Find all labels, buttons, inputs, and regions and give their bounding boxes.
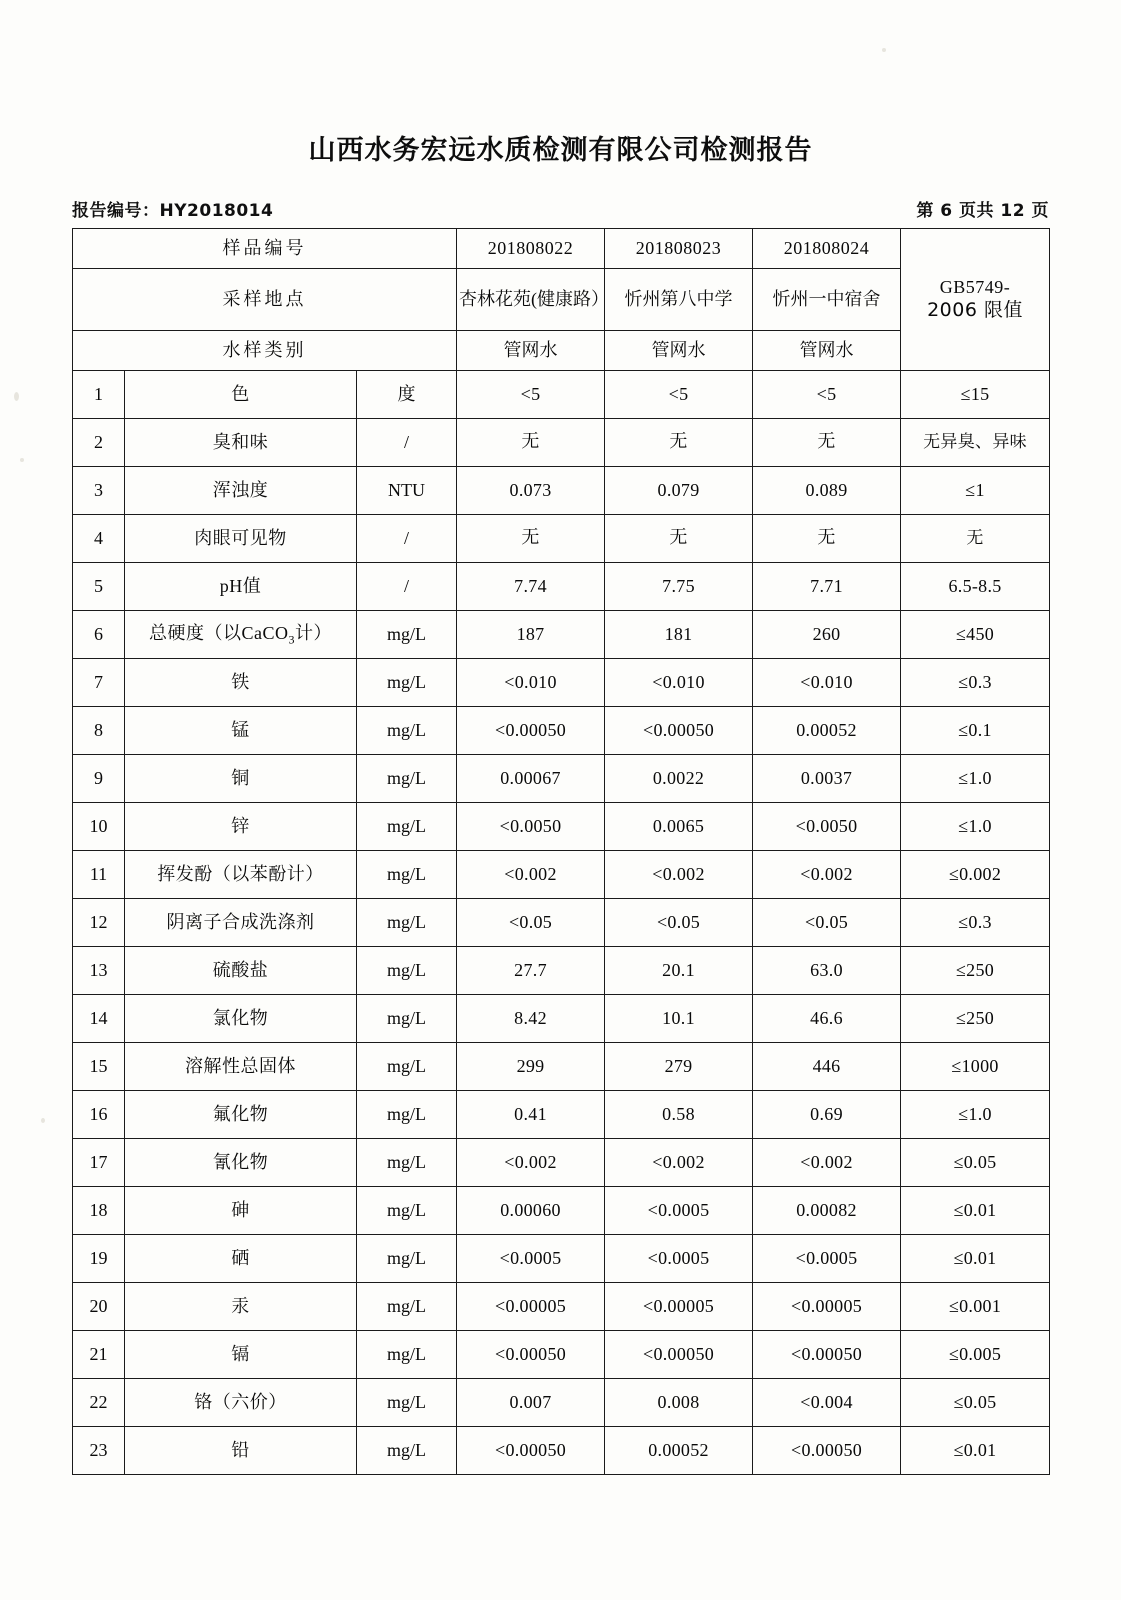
table-row xyxy=(73,755,1050,803)
table-row xyxy=(73,1235,1050,1283)
row-value-sample-1: <0.00050 xyxy=(457,1427,605,1475)
header-water-type-1: 管网水 xyxy=(457,331,605,371)
row-value-sample-2: 181 xyxy=(605,611,753,659)
row-item-name: 砷 xyxy=(125,1187,357,1235)
row-index: 9 xyxy=(73,755,125,803)
table-row xyxy=(73,1139,1050,1187)
row-value-sample-3: <0.05 xyxy=(753,899,901,947)
scan-speckle xyxy=(41,1118,45,1123)
row-item-name: 汞 xyxy=(125,1283,357,1331)
row-value-sample-2: 279 xyxy=(605,1043,753,1091)
row-item-name: 锌 xyxy=(125,803,357,851)
row-index: 20 xyxy=(73,1283,125,1331)
row-unit: / xyxy=(357,515,457,563)
row-value-sample-3: 46.6 xyxy=(753,995,901,1043)
row-value-sample-3: <5 xyxy=(753,371,901,419)
header-water-type-3: 管网水 xyxy=(753,331,901,371)
row-unit: mg/L xyxy=(357,1139,457,1187)
row-value-sample-1: <0.0005 xyxy=(457,1235,605,1283)
table-row xyxy=(73,659,1050,707)
row-value-sample-1: <5 xyxy=(457,371,605,419)
row-value-sample-2: <0.0005 xyxy=(605,1235,753,1283)
table-row xyxy=(73,515,1050,563)
row-index: 12 xyxy=(73,899,125,947)
row-value-sample-1: 0.41 xyxy=(457,1091,605,1139)
standard-limit-line2: 2006 限值 xyxy=(927,298,1023,321)
row-value-sample-2: 0.008 xyxy=(605,1379,753,1427)
row-unit: mg/L xyxy=(357,803,457,851)
table-row xyxy=(73,419,1050,467)
row-unit: mg/L xyxy=(357,1427,457,1475)
row-value-sample-1: <0.00005 xyxy=(457,1283,605,1331)
row-index: 17 xyxy=(73,1139,125,1187)
row-value-sample-1: <0.002 xyxy=(457,851,605,899)
row-standard-limit: ≤1000 xyxy=(901,1043,1050,1091)
row-unit: mg/L xyxy=(357,1187,457,1235)
row-index: 2 xyxy=(73,419,125,467)
row-value-sample-3: <0.00005 xyxy=(753,1283,901,1331)
row-value-sample-2: <5 xyxy=(605,371,753,419)
row-index: 23 xyxy=(73,1427,125,1475)
row-item-name: 总硬度（以CaCO$_3$计） xyxy=(125,611,357,659)
row-unit: mg/L xyxy=(357,1043,457,1091)
table-row xyxy=(73,1427,1050,1475)
row-item-name: 铁 xyxy=(125,659,357,707)
table-row xyxy=(73,899,1050,947)
page-title: 山西水务宏远水质检测有限公司检测报告 xyxy=(308,135,813,166)
row-value-sample-3: 7.71 xyxy=(753,563,901,611)
row-index: 4 xyxy=(73,515,125,563)
scan-speckle xyxy=(14,392,19,401)
row-unit: mg/L xyxy=(357,1235,457,1283)
table-row xyxy=(73,1043,1050,1091)
row-value-sample-3: 无 xyxy=(753,419,901,467)
row-value-sample-3: 260 xyxy=(753,611,901,659)
row-unit: / xyxy=(357,419,457,467)
header-sample-no-3: 201808024 xyxy=(753,229,901,269)
row-index: 10 xyxy=(73,803,125,851)
row-standard-limit: ≤250 xyxy=(901,947,1050,995)
header-standard-limit xyxy=(901,229,1050,371)
row-value-sample-1: 无 xyxy=(457,515,605,563)
header-sample-no-1: 201808022 xyxy=(457,229,605,269)
table-row xyxy=(73,803,1050,851)
row-unit: mg/L xyxy=(357,1091,457,1139)
header-water-type-2: 管网水 xyxy=(605,331,753,371)
row-value-sample-2: <0.0005 xyxy=(605,1187,753,1235)
row-item-name: 镉 xyxy=(125,1331,357,1379)
row-index: 15 xyxy=(73,1043,125,1091)
row-item-name: 浑浊度 xyxy=(125,467,357,515)
header-sample-site-2: 忻州第八中学 xyxy=(605,269,753,331)
row-value-sample-1: <0.0050 xyxy=(457,803,605,851)
row-value-sample-1: <0.010 xyxy=(457,659,605,707)
row-value-sample-3: <0.00050 xyxy=(753,1427,901,1475)
row-item-name: 氯化物 xyxy=(125,995,357,1043)
header-sample-site-3: 忻州一中宿舍 xyxy=(753,269,901,331)
row-unit: mg/L xyxy=(357,1331,457,1379)
table-row xyxy=(73,1187,1050,1235)
row-unit: NTU xyxy=(357,467,457,515)
row-value-sample-2: 7.75 xyxy=(605,563,753,611)
row-index: 18 xyxy=(73,1187,125,1235)
row-unit: mg/L xyxy=(357,899,457,947)
row-value-sample-1: <0.00050 xyxy=(457,707,605,755)
row-value-sample-3: 0.0037 xyxy=(753,755,901,803)
row-value-sample-2: <0.002 xyxy=(605,851,753,899)
row-standard-limit: 6.5-8.5 xyxy=(901,563,1050,611)
row-unit: / xyxy=(357,563,457,611)
table-row xyxy=(73,851,1050,899)
row-standard-limit: ≤0.05 xyxy=(901,1139,1050,1187)
row-value-sample-3: <0.010 xyxy=(753,659,901,707)
row-value-sample-3: <0.004 xyxy=(753,1379,901,1427)
row-value-sample-1: 0.007 xyxy=(457,1379,605,1427)
row-value-sample-2: <0.05 xyxy=(605,899,753,947)
row-unit: mg/L xyxy=(357,995,457,1043)
table-row xyxy=(73,1379,1050,1427)
row-unit: mg/L xyxy=(357,947,457,995)
row-standard-limit: ≤0.01 xyxy=(901,1187,1050,1235)
row-item-name: 氰化物 xyxy=(125,1139,357,1187)
row-value-sample-3: <0.00050 xyxy=(753,1331,901,1379)
row-standard-limit: ≤1.0 xyxy=(901,1091,1050,1139)
row-value-sample-2: 10.1 xyxy=(605,995,753,1043)
row-value-sample-2: <0.00050 xyxy=(605,707,753,755)
report-number: 报告编号：HY2018014 xyxy=(72,201,274,221)
row-item-name: 氟化物 xyxy=(125,1091,357,1139)
row-standard-limit: ≤0.005 xyxy=(901,1331,1050,1379)
row-value-sample-2: 0.079 xyxy=(605,467,753,515)
row-value-sample-2: <0.010 xyxy=(605,659,753,707)
row-item-name: 铅 xyxy=(125,1427,357,1475)
row-unit: mg/L xyxy=(357,1283,457,1331)
row-index: 14 xyxy=(73,995,125,1043)
table-row xyxy=(73,611,1050,659)
row-value-sample-3: <0.0050 xyxy=(753,803,901,851)
row-value-sample-2: 20.1 xyxy=(605,947,753,995)
row-value-sample-2: 0.0022 xyxy=(605,755,753,803)
row-item-name: 阴离子合成洗涤剂 xyxy=(125,899,357,947)
row-standard-limit: ≤0.01 xyxy=(901,1235,1050,1283)
table-row xyxy=(73,371,1050,419)
row-index: 19 xyxy=(73,1235,125,1283)
header-sample-no-2: 201808023 xyxy=(605,229,753,269)
row-unit: mg/L xyxy=(357,611,457,659)
row-value-sample-1: 27.7 xyxy=(457,947,605,995)
row-index: 3 xyxy=(73,467,125,515)
row-value-sample-3: <0.002 xyxy=(753,851,901,899)
row-index: 5 xyxy=(73,563,125,611)
row-standard-limit: ≤0.3 xyxy=(901,899,1050,947)
row-index: 7 xyxy=(73,659,125,707)
row-standard-limit: ≤0.001 xyxy=(901,1283,1050,1331)
row-standard-limit: ≤0.05 xyxy=(901,1379,1050,1427)
header-water-type-label: 水样类别 xyxy=(73,331,457,371)
row-standard-limit: 无异臭、异味 xyxy=(901,419,1050,467)
row-item-name: 肉眼可见物 xyxy=(125,515,357,563)
row-item-name: 硒 xyxy=(125,1235,357,1283)
standard-limit-line1: GB5749- xyxy=(939,277,1011,298)
row-value-sample-1: <0.00050 xyxy=(457,1331,605,1379)
row-standard-limit: ≤15 xyxy=(901,371,1050,419)
header-sample-site-label: 采样地点 xyxy=(73,269,457,331)
row-value-sample-2: 无 xyxy=(605,515,753,563)
row-standard-limit: ≤1.0 xyxy=(901,755,1050,803)
scan-speckle xyxy=(882,48,886,52)
row-item-name: 硫酸盐 xyxy=(125,947,357,995)
row-standard-limit: ≤1.0 xyxy=(901,803,1050,851)
row-item-name: pH值 xyxy=(125,563,357,611)
row-item-name: 铜 xyxy=(125,755,357,803)
table-row xyxy=(73,947,1050,995)
row-standard-limit: ≤0.002 xyxy=(901,851,1050,899)
row-standard-limit: ≤0.1 xyxy=(901,707,1050,755)
row-index: 22 xyxy=(73,1379,125,1427)
table-row xyxy=(73,1331,1050,1379)
row-value-sample-2: 0.58 xyxy=(605,1091,753,1139)
row-standard-limit: ≤1 xyxy=(901,467,1050,515)
row-value-sample-1: 8.42 xyxy=(457,995,605,1043)
scan-speckle xyxy=(20,458,24,462)
row-value-sample-1: 0.00060 xyxy=(457,1187,605,1235)
row-item-name: 臭和味 xyxy=(125,419,357,467)
row-value-sample-2: <0.00005 xyxy=(605,1283,753,1331)
table-row xyxy=(73,1091,1050,1139)
row-unit: mg/L xyxy=(357,851,457,899)
row-value-sample-2: 0.00052 xyxy=(605,1427,753,1475)
row-value-sample-1: 0.073 xyxy=(457,467,605,515)
table-row xyxy=(73,707,1050,755)
row-standard-limit: ≤450 xyxy=(901,611,1050,659)
row-value-sample-3: 63.0 xyxy=(753,947,901,995)
row-index: 13 xyxy=(73,947,125,995)
row-value-sample-1: 无 xyxy=(457,419,605,467)
table-row xyxy=(73,1283,1050,1331)
row-item-name: 溶解性总固体 xyxy=(125,1043,357,1091)
row-standard-limit: 无 xyxy=(901,515,1050,563)
row-value-sample-2: 0.0065 xyxy=(605,803,753,851)
row-unit: mg/L xyxy=(357,707,457,755)
row-item-name: 色 xyxy=(125,371,357,419)
row-unit: mg/L xyxy=(357,1379,457,1427)
row-value-sample-2: <0.00050 xyxy=(605,1331,753,1379)
table-row xyxy=(73,467,1050,515)
row-index: 16 xyxy=(73,1091,125,1139)
row-item-name: 锰 xyxy=(125,707,357,755)
table-body xyxy=(73,229,1050,1475)
row-unit: mg/L xyxy=(357,755,457,803)
row-value-sample-2: 无 xyxy=(605,419,753,467)
header-sample-no-label: 样品编号 xyxy=(73,229,457,269)
row-value-sample-3: 0.69 xyxy=(753,1091,901,1139)
water-quality-table xyxy=(72,228,1050,1475)
row-value-sample-1: 0.00067 xyxy=(457,755,605,803)
table-header-sample-no xyxy=(73,229,1050,269)
row-value-sample-3: 0.00052 xyxy=(753,707,901,755)
row-value-sample-1: 7.74 xyxy=(457,563,605,611)
row-value-sample-1: 187 xyxy=(457,611,605,659)
row-value-sample-3: 0.00082 xyxy=(753,1187,901,1235)
row-value-sample-3: <0.0005 xyxy=(753,1235,901,1283)
row-value-sample-1: <0.002 xyxy=(457,1139,605,1187)
row-value-sample-1: <0.05 xyxy=(457,899,605,947)
row-value-sample-2: <0.002 xyxy=(605,1139,753,1187)
row-value-sample-1: 299 xyxy=(457,1043,605,1091)
row-item-name: 挥发酚（以苯酚计） xyxy=(125,851,357,899)
row-value-sample-3: <0.002 xyxy=(753,1139,901,1187)
row-index: 8 xyxy=(73,707,125,755)
row-index: 21 xyxy=(73,1331,125,1379)
page-number: 第 6 页共 12 页 xyxy=(916,201,1049,221)
row-index: 1 xyxy=(73,371,125,419)
row-standard-limit: ≤0.01 xyxy=(901,1427,1050,1475)
row-unit: 度 xyxy=(357,371,457,419)
table-row xyxy=(73,563,1050,611)
row-value-sample-3: 无 xyxy=(753,515,901,563)
row-standard-limit: ≤250 xyxy=(901,995,1050,1043)
header-sample-site-1: 杏林花苑(健康路） xyxy=(457,269,605,331)
row-index: 11 xyxy=(73,851,125,899)
report-meta xyxy=(72,196,1049,221)
row-index: 6 xyxy=(73,611,125,659)
table-row xyxy=(73,995,1050,1043)
row-value-sample-3: 446 xyxy=(753,1043,901,1091)
row-value-sample-3: 0.089 xyxy=(753,467,901,515)
row-unit: mg/L xyxy=(357,659,457,707)
row-standard-limit: ≤0.3 xyxy=(901,659,1050,707)
row-item-name: 铬（六价） xyxy=(125,1379,357,1427)
